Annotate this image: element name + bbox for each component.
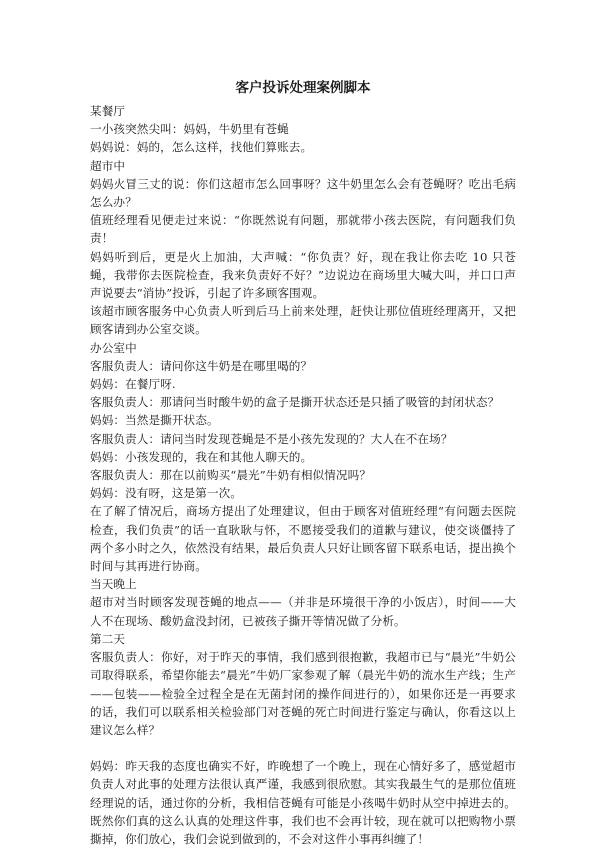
paragraph: 妈妈听到后，更是火上加油，大声喊：“你负责？好，现在我让你去吃 10 只苍蝇，我带你去医院检查，我来负责好不好？”边说边在商场里大喊大叫，并口口声声说要去“消协”投诉，引起了许多顾客围观。 xyxy=(90,249,516,301)
document-body xyxy=(90,102,516,848)
paragraph: 客服负责人：你好，对于昨天的事情，我们感到很抱歉，我超市已与“晨光”牛奶公司取得联系，希望你能去“晨光”牛奶厂家参观了解（晨光牛奶的流水生产线；生产——包装——检验全过程全是在无菌封闭的操作间进行的），如果你还是一再要求的话，我们可以联系相关检验部门对苍蝇的死亡时间进行鉴定与确认，你看这以上建议怎么样？ xyxy=(90,650,516,737)
paragraph: 客服负责人：请问当时发现苍蝇是不是小孩先发现的？大人在不在场？ xyxy=(90,431,453,446)
paragraph: 妈妈：在餐厅呀. xyxy=(90,377,176,392)
paragraph: 妈妈说：妈的，怎么这样，找他们算账去。 xyxy=(90,140,313,155)
scene-heading-office: 办公室中 xyxy=(90,340,137,355)
paragraph: 妈妈：没有呀，这是第一次。 xyxy=(90,486,243,501)
paragraph: 在了解了情况后，商场方提出了处理建议，但由于顾客对值班经理“有问题去医院检查，我们负责”的话一直耿耿与怀，不愿接受我们的道歉与建议，使交谈僵持了两个多小时之久，依然没有结果，最后负责人只好让顾客留下联系电话，提出换个时间与其再进行协商。 xyxy=(90,504,516,574)
paragraph: 该超市顾客服务中心负责人听到后马上前来处理，赶快让那位值班经理离开，又把顾客请到办公室交谈。 xyxy=(90,304,516,337)
scene-heading-restaurant: 某餐厅 xyxy=(90,104,126,118)
scene-heading-that-evening: 当天晚上 xyxy=(90,577,137,592)
paragraph: 妈妈：小孩发现的，我在和其他人聊天的。 xyxy=(90,449,313,464)
paragraph: 值班经理看见便走过来说：“你既然说有问题，那就带小孩去医院，有问题我们负责！ xyxy=(90,213,516,246)
paragraph: 妈妈：当然是撕开状态。 xyxy=(90,413,219,428)
paragraph: 客服负责人：那在以前购买“晨光”牛奶有相似情况吗？ xyxy=(90,468,372,483)
paragraph: 客服负责人：那请问当时酸牛奶的盒子是撕开状态还是只插了吸管的封闭状态？ xyxy=(90,395,500,410)
blank-line xyxy=(90,739,516,757)
scene-heading-supermarket: 超市中 xyxy=(90,158,126,173)
paragraph: 妈妈：昨天我的态度也确实不好，昨晚想了一个晚上，现在心情好多了，感觉超市负责人对此事的处理方法很认真严谨，我感到很欣慰。其实我最生气的是那位值班经理说的话，通过你的分析，我相信苍蝇有可能是小孩喝牛奶时从空中掉进去的。 既然你们真的这么认真的处理这件事，我们也不会再计较，现在就可以把购物小票撕掉，你们放心，我们会说到做到的，不会对这件小事再纠缠了！ xyxy=(90,759,516,846)
paragraph: 一小孩突然尖叫：妈妈，牛奶里有苍蝇 xyxy=(90,122,289,137)
paragraph: 客服负责人：请问你这牛奶是在哪里喝的？ xyxy=(90,358,313,373)
scene-heading-next-day: 第二天 xyxy=(90,631,126,646)
document-title: 客户投诉处理案例脚本 xyxy=(235,80,371,96)
paragraph: 超市对当时顾客发现苍蝇的地点——（并非是环境很干净的小饭店），时间——大人不在现场、酸奶盒没封闭，已被孩子撕开等情况做了分析。 xyxy=(90,595,516,628)
paragraph: 妈妈火冒三丈的说：你们这超市怎么回事呀？这牛奶里怎么会有苍蝇呀？吃出毛病怎么办？ xyxy=(90,176,516,210)
